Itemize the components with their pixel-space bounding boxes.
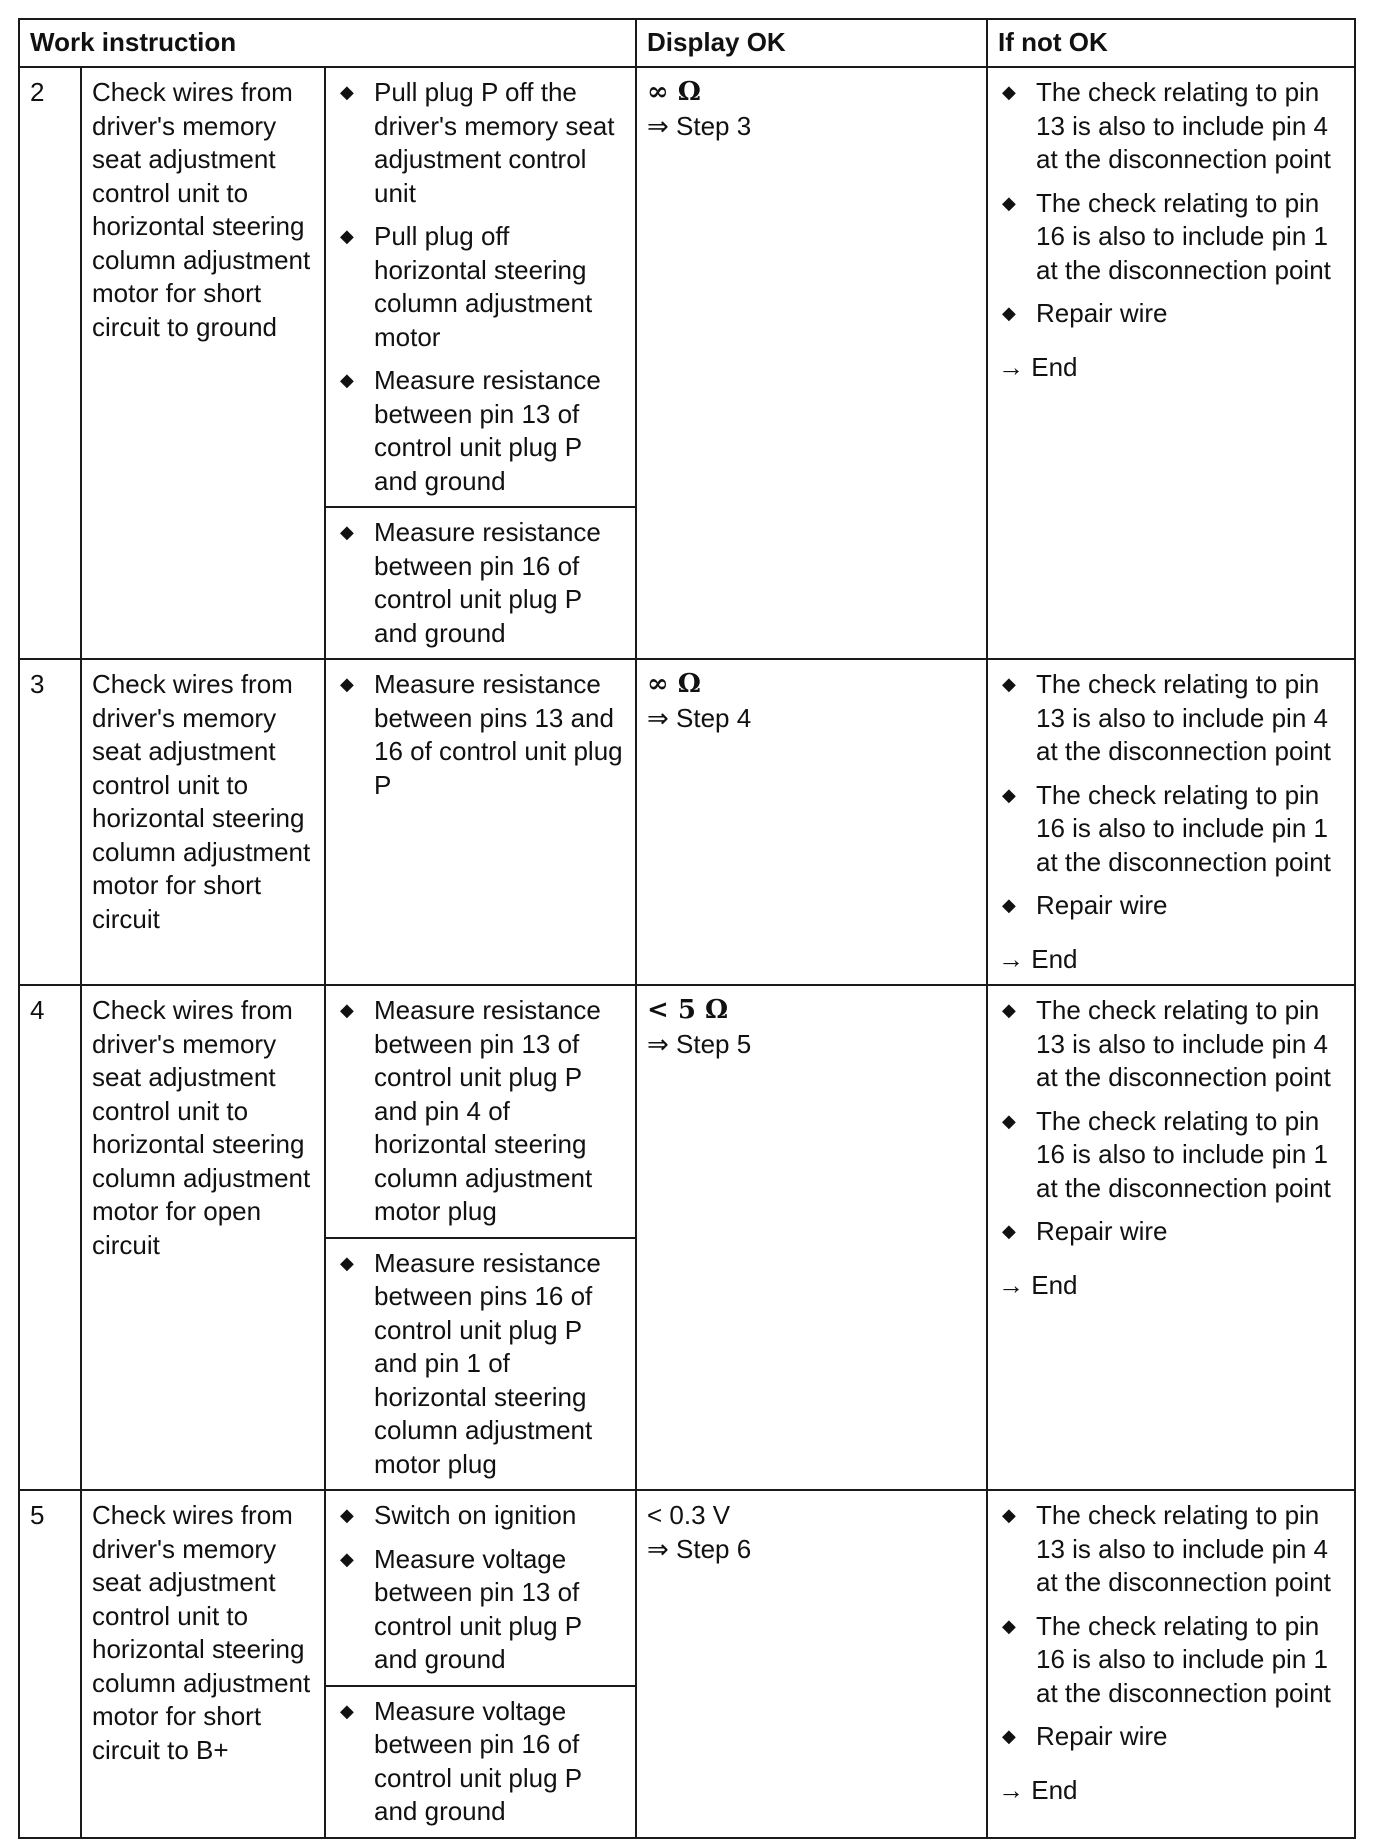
display-value: < 5 Ω (647, 995, 729, 1025)
end-marker: → End (998, 943, 1078, 974)
bullet-icon: ◆ (1002, 1110, 1016, 1131)
table-row-step-5 (19, 1490, 1355, 1686)
action-cell (325, 507, 636, 659)
remedy-text: Repair wire (1036, 890, 1168, 920)
display-next-step: ⇒ Step 3 (647, 110, 752, 141)
list-item (998, 187, 1344, 288)
action-text: Measure resistance between pin 16 of control unit plug P and ground (374, 517, 601, 648)
step-number: 4 (19, 985, 81, 1490)
list-item (998, 889, 1344, 923)
remedy-text: The check relating to pin 13 is also to include pin 4 at the disconnection point (1036, 77, 1331, 174)
list-item (336, 1695, 625, 1829)
display-value: ∞ Ω (647, 77, 701, 107)
step-description: Check wires from driver's memory seat adjustment control unit to horizontal steering column adjustment motor for short circuit to ground (81, 67, 325, 659)
end-marker: → End (998, 1774, 1078, 1805)
if-not-ok-cell (987, 1490, 1355, 1838)
list-item (336, 76, 625, 210)
bullet-icon: ◆ (1002, 784, 1016, 805)
action-cell (325, 985, 636, 1238)
list-item (998, 1215, 1344, 1249)
list-item (998, 994, 1344, 1095)
display-next-step: ⇒ Step 4 (647, 702, 752, 733)
bullet-icon: ◆ (1002, 82, 1016, 102)
bullet-icon: ◆ (1002, 303, 1016, 323)
action-text: Switch on ignition (374, 1500, 577, 1530)
list-item (998, 779, 1344, 880)
end-marker: → End (998, 1269, 1078, 1300)
action-cell (325, 1490, 636, 1686)
bullet-icon: ◆ (340, 1548, 354, 1569)
bullet-icon: ◆ (340, 1505, 354, 1525)
display-value: ∞ Ω (647, 669, 701, 699)
action-cell (325, 67, 636, 507)
list-item (998, 297, 1344, 331)
list-item (998, 668, 1344, 769)
action-text: Measure resistance between pin 13 of control unit plug P and pin 4 of horizontal steering column adjustment motor plug (374, 995, 601, 1226)
end-marker: → End (998, 351, 1078, 382)
display-ok-cell (636, 67, 987, 659)
list-item (998, 1105, 1344, 1206)
display-ok-cell (636, 659, 987, 985)
list-item (336, 1247, 625, 1482)
remedy-text: Repair wire (1036, 1721, 1168, 1751)
header-display-ok: Display OK (636, 19, 987, 67)
action-text: Measure resistance between pins 13 and 16 of control unit plug P (374, 669, 623, 800)
action-text: Measure voltage between pin 16 of control unit plug P and ground (374, 1695, 582, 1826)
list-item (998, 1720, 1344, 1754)
header-if-not-ok: If not OK (987, 19, 1355, 67)
remedy-text: The check relating to pin 16 is also to include pin 1 at the disconnection point (1036, 187, 1331, 285)
bullet-icon: ◆ (1002, 192, 1016, 213)
display-next-step: ⇒ Step 6 (647, 1533, 752, 1564)
action-cell (325, 659, 636, 985)
bullet-icon: ◆ (1002, 1221, 1016, 1241)
step-number: 5 (19, 1490, 81, 1838)
action-cell (325, 1686, 636, 1838)
list-item (336, 1543, 625, 1677)
step-description: Check wires from driver's memory seat adjustment control unit to horizontal steering column adjustment motor for short circuit to B+ (81, 1490, 325, 1838)
display-next-step: ⇒ Step 5 (647, 1028, 752, 1059)
if-not-ok-cell (987, 67, 1355, 659)
remedy-text: Repair wire (1036, 1216, 1168, 1246)
remedy-text: Repair wire (1036, 298, 1168, 328)
header-work-instruction: Work instruction (19, 19, 636, 67)
if-not-ok-cell (987, 985, 1355, 1490)
bullet-icon: ◆ (1002, 1505, 1016, 1525)
bullet-icon: ◆ (340, 674, 354, 694)
table-row-step-3 (19, 659, 1355, 985)
bullet-icon: ◆ (340, 226, 354, 246)
bullet-icon: ◆ (340, 370, 354, 390)
bullet-icon: ◆ (1002, 1726, 1016, 1746)
action-text: Pull plug P off the driver's memory seat adjustment control unit (374, 77, 615, 208)
display-ok-cell (636, 985, 987, 1490)
display-ok-cell (636, 1490, 987, 1838)
bullet-icon: ◆ (340, 1252, 354, 1273)
remedy-text: The check relating to pin 13 is also to include pin 4 at the disconnection point (1036, 669, 1331, 766)
list-item (998, 1499, 1344, 1600)
bullet-icon: ◆ (340, 522, 354, 542)
remedy-text: The check relating to pin 16 is also to include pin 1 at the disconnection point (1036, 1610, 1331, 1708)
remedy-text: The check relating to pin 16 is also to include pin 1 at the disconnection point (1036, 1105, 1331, 1203)
header-row (19, 19, 1355, 67)
step-description: Check wires from driver's memory seat adjustment control unit to horizontal steering column adjustment motor for open circuit (81, 985, 325, 1490)
remedy-text: The check relating to pin 13 is also to include pin 4 at the disconnection point (1036, 995, 1331, 1092)
list-item (336, 364, 625, 498)
step-number: 2 (19, 67, 81, 659)
list-item (336, 1499, 625, 1533)
bullet-icon: ◆ (340, 82, 354, 102)
action-text: Pull plug off horizontal steering column adjustment motor (374, 221, 593, 352)
bullet-icon: ◆ (1002, 1000, 1016, 1020)
list-item (336, 516, 625, 650)
list-item (336, 994, 625, 1229)
list-item (998, 1610, 1344, 1711)
bullet-icon: ◆ (1002, 895, 1016, 915)
action-text: Measure voltage between pin 13 of control unit plug P and ground (374, 1543, 582, 1674)
table-row-step-2 (19, 67, 1355, 507)
work-instruction-table (18, 18, 1356, 1839)
if-not-ok-cell (987, 659, 1355, 985)
bullet-icon: ◆ (340, 1000, 354, 1020)
step-description: Check wires from driver's memory seat adjustment control unit to horizontal steering column adjustment motor for short circuit (81, 659, 325, 985)
remedy-text: The check relating to pin 13 is also to include pin 4 at the disconnection point (1036, 1500, 1331, 1597)
display-value: < 0.3 V (647, 1500, 731, 1530)
list-item (336, 220, 625, 354)
action-cell (325, 1238, 636, 1491)
table-row-step-4 (19, 985, 1355, 1238)
remedy-text: The check relating to pin 16 is also to include pin 1 at the disconnection point (1036, 779, 1331, 877)
action-text: Measure resistance between pins 16 of control unit plug P and pin 1 of horizontal steering column adjustment motor plug (374, 1247, 601, 1479)
bullet-icon: ◆ (340, 1700, 354, 1721)
list-item (998, 76, 1344, 177)
bullet-icon: ◆ (1002, 674, 1016, 694)
step-number: 3 (19, 659, 81, 985)
list-item (336, 668, 625, 802)
bullet-icon: ◆ (1002, 1615, 1016, 1636)
action-text: Measure resistance between pin 13 of control unit plug P and ground (374, 365, 601, 496)
